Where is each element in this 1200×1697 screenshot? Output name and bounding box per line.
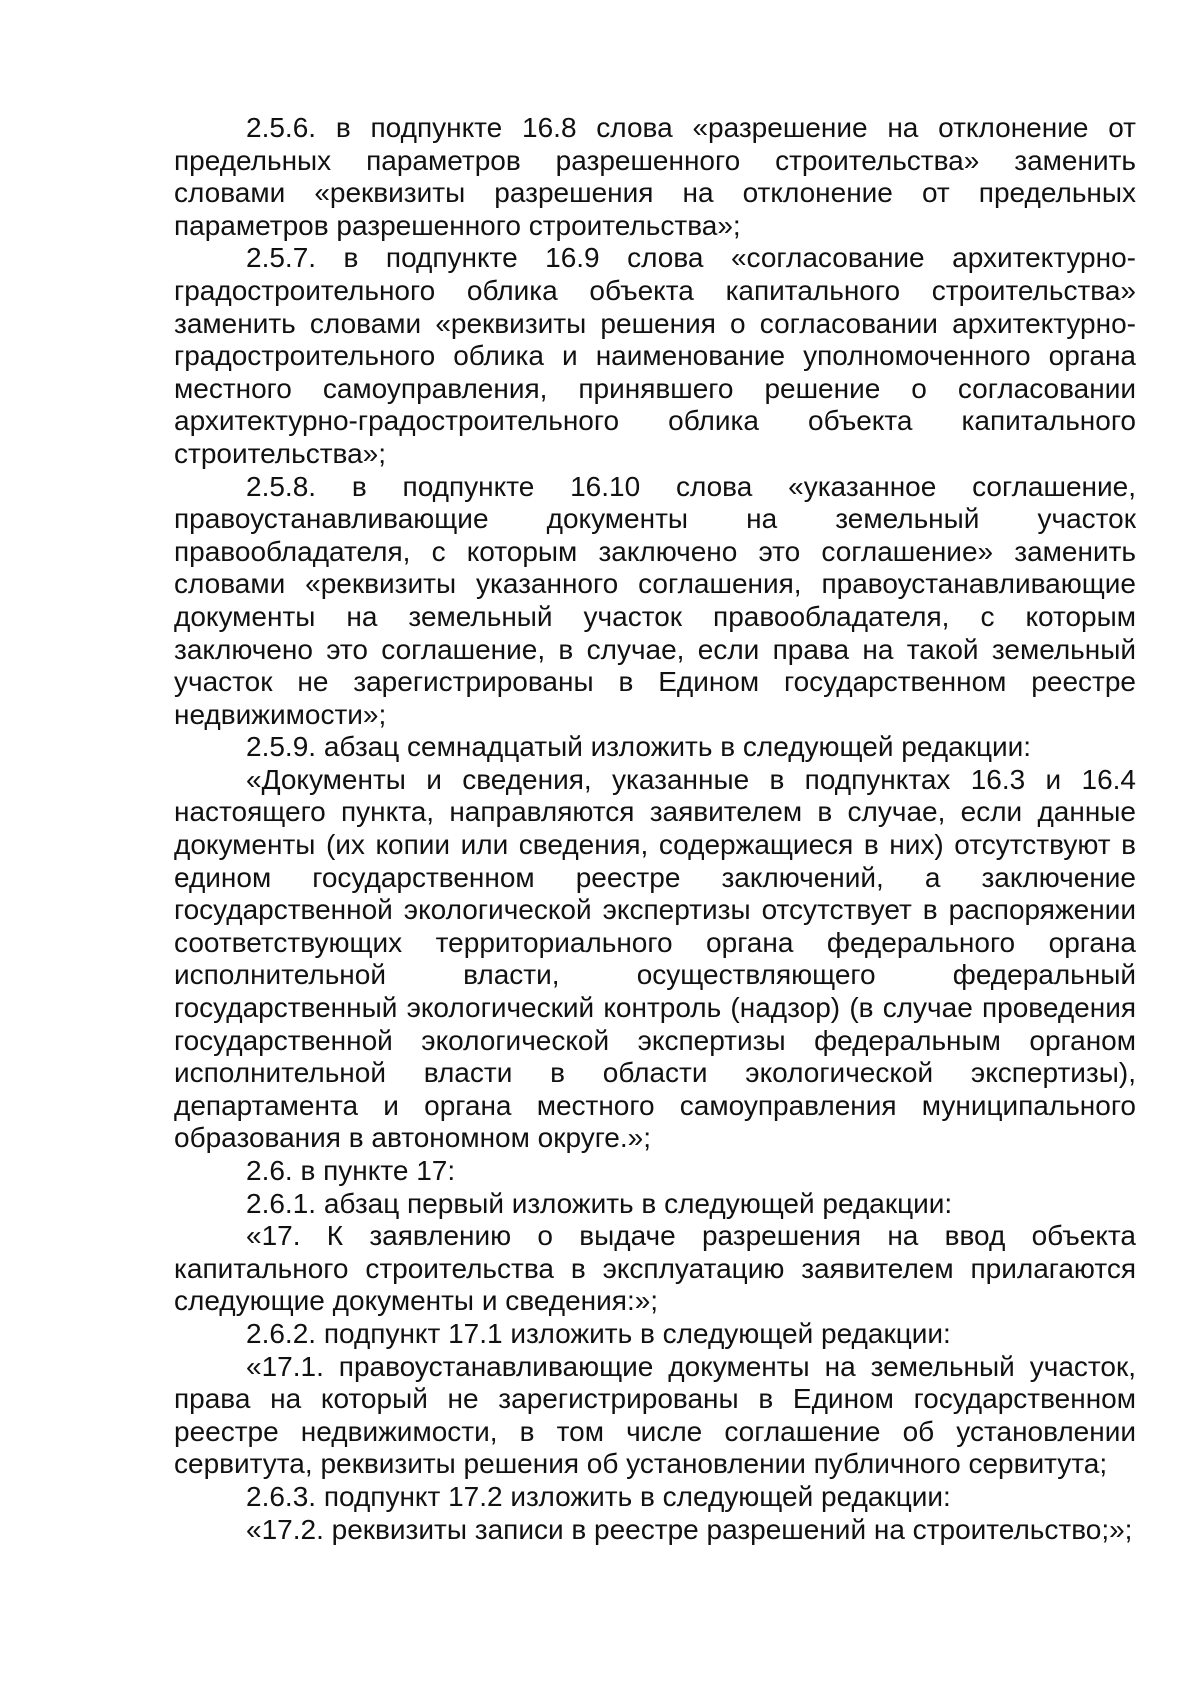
paragraph-2-6-2: 2.6.2. подпункт 17.1 изложить в следующей редакции:	[246, 1317, 951, 1349]
paragraph-quote-17-1: «17.1. правоустанавливающие документы на земельный участок, права на который не зарегистрированы в Едином государственном реестре недвижимости, в том числе соглашение об установлении сервитута, реквизиты решения об установлении публичного сервитута;	[174, 1350, 1136, 1480]
paragraph-2-6: 2.6. в пункте 17:	[246, 1155, 456, 1186]
paragraph-quote-abzac-17: «Документы и сведения, указанные в подпунктах 16.3 и 16.4 настоящего пункта, направляются заявителем в случае, если данные документы (их копии или сведения, содержащиеся в них) отсутствуют в едином государственном реестре заключений, а заключение государственной экологической экспертизы отсутствует в распоряжении соответствующих территориального органа федерального органа исполнительной власти, осуществляющего федеральный государственный экологический контроль (надзор) (в случае проведения государственной экологической экспертизы федеральным органом исполнительной власти в области экологической экспертизы), департамента и органа местного самоуправления муниципального образования в автономном округе.»;	[174, 763, 1136, 1154]
paragraph-2-6-3: 2.6.3. подпункт 17.2 изложить в следующей редакции:	[246, 1480, 951, 1512]
paragraph-quote-17: «17. К заявлению о выдаче разрешения на ввод объекта капитального строительства в эксплуатацию заявителем прилагаются следующие документы и сведения:»;	[174, 1220, 1136, 1317]
paragraph-2-5-6: 2.5.6. в подпункте 16.8 слова «разрешение на отклонение от предельных параметров разрешенного строительства» заменить словами «реквизиты разрешения на отклонение от предельных параметров разрешенного строительства»;	[174, 112, 1136, 241]
paragraph-2-5-8: 2.5.8. в подпункте 16.10 слова «указанное соглашение, правоустанавливающие документы на земельный участок правообладателя, с которым заключено это соглашение» заменить словами «реквизиты указанного соглашения, правоустанавливающие документы на земельный участок правообладателя, с которым заключено это соглашение, в случае, если права на такой земельный участок не зарегистрированы в Едином государственном реестре недвижимости»;	[174, 470, 1136, 730]
paragraph-2-5-9: 2.5.9. абзац семнадцатый изложить в следующей редакции:	[246, 731, 1032, 763]
paragraph-2-5-7: 2.5.7. в подпункте 16.9 слова «согласование архитектурно-градостроительного облика объекта капитального строительства» заменить словами «реквизиты решения о согласовании архитектурно-градостроительного облика и наименование уполномоченного органа местного самоуправления, принявшего решение о согласовании архитектурно-градостроительного облика объекта капитального строительства»;	[174, 242, 1136, 469]
paragraph-2-6-1: 2.6.1. абзац первый изложить в следующей редакции:	[246, 1187, 953, 1219]
document-body	[174, 112, 1136, 1546]
paragraph-quote-17-2: «17.2. реквизиты записи в реестре разрешений на строительство;»;	[246, 1513, 1133, 1545]
